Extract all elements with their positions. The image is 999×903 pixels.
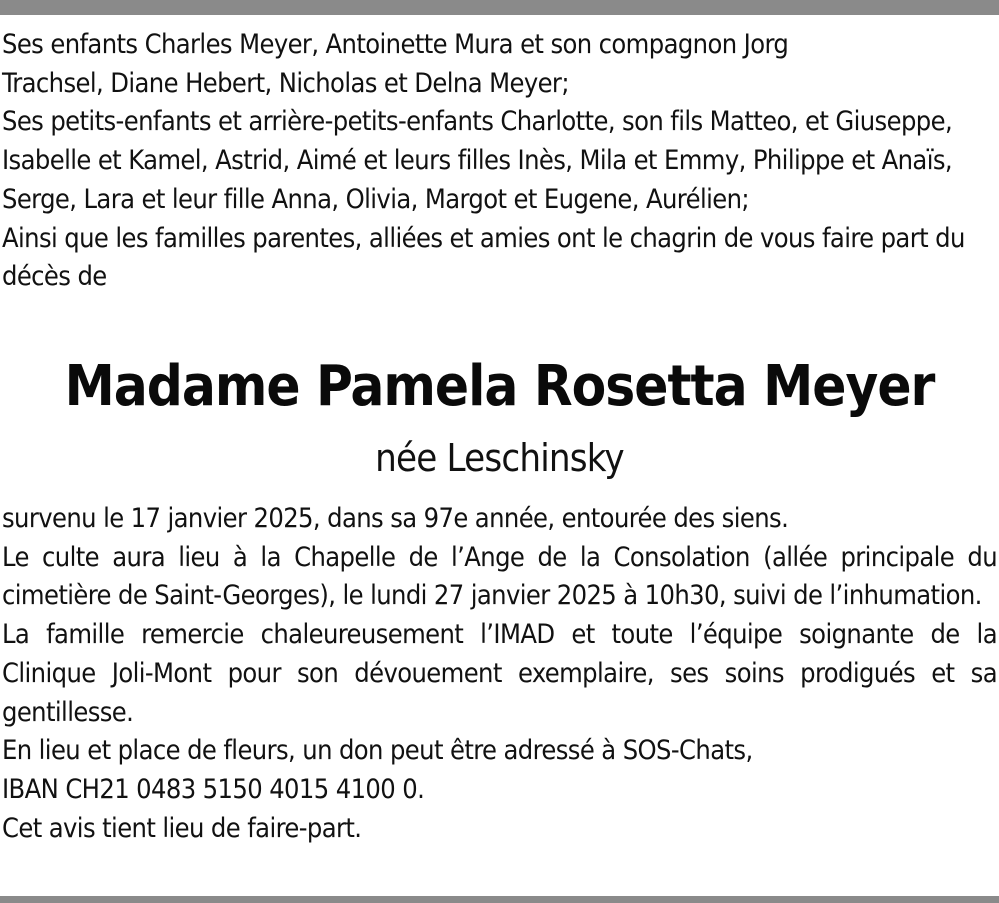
iban-line: IBAN CH21 0483 5150 4015 4100 0. <box>2 773 425 805</box>
bottom-rule <box>0 896 999 903</box>
top-rule <box>0 0 999 15</box>
intro-section <box>2 26 997 297</box>
notice-line: Cet avis tient lieu de faire-part. <box>2 812 362 844</box>
children-paragraph: Ses enfants Charles Meyer, Antoinette Mura et son compagnon Jorg Trachsel, Diane Hebert, Nicholas et Delna Meyer; <box>2 29 789 99</box>
grandchildren-paragraph: Ses petits-enfants et arrière-petits-enfants Charlotte, son fils Matteo, et Giuseppe, Isabelle et Kamel, Astrid, Aimé et leurs filles Inès, Mila et Emmy, Philippe et Anaïs, Serge, Lara et leur fille Anna, Olivia, Margot et Eugene, Aurélien; <box>2 106 953 215</box>
details-section <box>2 500 997 848</box>
deceased-name: Madame Pamela Rosetta Meyer <box>64 354 935 419</box>
death-paragraph: survenu le 17 janvier 2025, dans sa 97e année, entourée des siens. <box>2 503 789 534</box>
families-paragraph: Ainsi que les familles parentes, alliées et amies ont le chagrin de vous faire part du décès de <box>2 222 965 293</box>
donation-paragraph: En lieu et place de fleurs, un don peut être adressé à SOS-Chats, <box>2 735 753 767</box>
maiden-name: née Leschinsky <box>375 436 624 480</box>
ceremony-paragraph: Le culte aura lieu à la Chapelle de l’Ange de la Consolation (allée principale du cimetière de Saint-Georges), le lundi 27 janvier 2025 à 10h30, suivi de l’inhumation. <box>2 541 997 612</box>
thanks-paragraph: La famille remercie chaleureusement l’IMAD et toute l’équipe soignante de la Clinique Joli-Mont pour son dévouement exemplaire, ses soins prodigués et sa gentillesse. <box>2 619 997 728</box>
